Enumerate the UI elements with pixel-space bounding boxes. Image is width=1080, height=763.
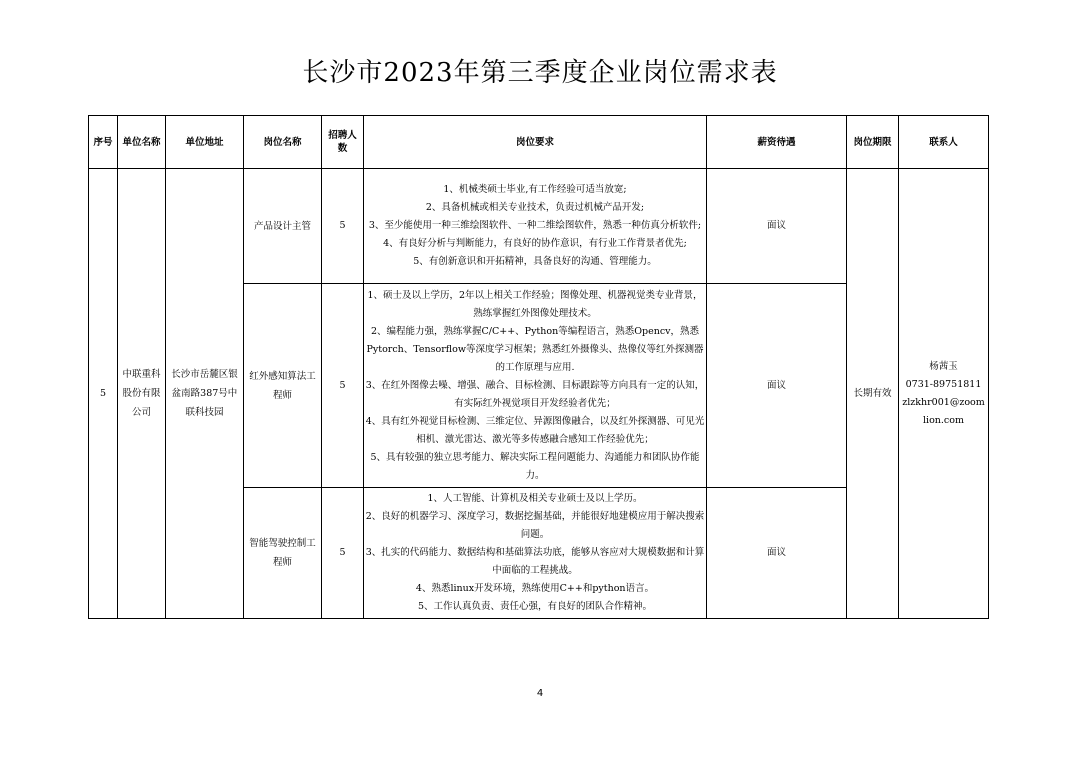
header-row [89, 116, 989, 169]
job-position [244, 169, 322, 284]
header-unit-name [118, 116, 166, 169]
requirement-line: 2、具备机械或相关专业技术，负责过机械产品开发; [425, 202, 645, 213]
job-position-text: 产品设计主管 [253, 220, 311, 232]
job-position [244, 488, 322, 619]
requirement-line: 2、编程能力强，熟练掌握C/C++、Python等编程语言，熟悉Opencv，熟悉Pytorch、Tensorflow等深度学习框架；熟悉红外摄像头、热像仪等红外探测器的工作原理与应用. [366, 325, 704, 373]
page-title: 长沙市2023年第三季度企业岗位需求表 [302, 58, 778, 88]
job-requirements [364, 284, 707, 488]
contact-name: 杨茜玉 [929, 360, 958, 372]
requirement-line: 4、具有红外视觉目标检测、三维定位、异源图像融合，以及红外探测器、可见光相机、激光雷达、激光等多传感融合感知工作经验优先； [365, 415, 705, 445]
job-requirements [364, 488, 707, 619]
page-number: 4 [536, 688, 544, 699]
header-requirements: 岗位要求 [364, 116, 707, 169]
requirement-line: 5、具有较强的独立思考能力、解决实际工程问题能力、沟通能力和团队协作能力。 [370, 451, 700, 481]
job-headcount: 5 [322, 284, 364, 488]
requirement-line: 1、硕士及以上学历，2年以上相关工作经验；图像处理、机器视觉类专业背景，熟练掌握红外图像处理技术。 [367, 289, 703, 319]
job-position-text: 红外感知算法工程师 [249, 370, 316, 401]
table-row [89, 169, 989, 284]
header-headcount [322, 116, 364, 169]
header-seq: 序号 [89, 116, 118, 169]
job-headcount: 5 [322, 488, 364, 619]
requirement-line: 3、在红外图像去噪、增强、融合、目标检测、目标跟踪等方向具有一定的认知，有实际红外视觉项目开发经验者优先； [365, 379, 705, 409]
header-salary: 薪资待遇 [707, 116, 847, 169]
contact-phone: 0731-89751811 [905, 378, 982, 390]
header-unit-address: 单位地址 [166, 116, 244, 169]
requirement-line: 2、良好的机器学习、深度学习，数据挖掘基础，并能很好地建模应用于解决搜索问题。 [365, 511, 705, 540]
company-name-text: 中联重科股份有限公司 [122, 369, 161, 418]
requirement-line: 5、工作认真负责、责任心强，有良好的团队合作精神。 [417, 601, 653, 612]
company-term: 长期有效 [847, 169, 899, 619]
requirement-line: 1、机械类硕士毕业,有工作经验可适当放宽; [443, 184, 627, 195]
job-table [88, 115, 989, 619]
company-contact [899, 169, 989, 619]
header-term: 岗位期限 [847, 116, 899, 169]
job-requirements [364, 169, 707, 284]
job-position [244, 284, 322, 488]
job-salary: 面议 [707, 169, 847, 284]
contact-email: zlzkhr001@zoomlion.com [902, 396, 985, 426]
requirement-line: 1、人工智能、计算机及相关专业硕士及以上学历。 [427, 493, 643, 504]
header-headcount-text: 招聘人数 [328, 130, 357, 154]
requirement-line: 5、有创新意识和开拓精神，具备良好的沟通、管理能力。 [413, 256, 657, 267]
header-contact: 联系人 [899, 116, 989, 169]
company-address [166, 169, 244, 619]
job-headcount: 5 [322, 169, 364, 284]
header-unit-name-text: 单位名称 [122, 136, 161, 148]
requirement-line: 3、至少能使用一种三维绘图软件、一种二维绘图软件，熟悉一种仿真分析软件; [368, 220, 702, 231]
requirement-line: 4、熟悉linux开发环境，熟练使用C++和python语言。 [415, 583, 655, 594]
company-address-text: 长沙市岳麓区银盆南路387号中联科技园 [171, 369, 238, 418]
company-name [118, 169, 166, 619]
job-position-text: 智能驾驶控制工程师 [249, 538, 316, 568]
company-seq: 5 [89, 169, 118, 619]
job-salary: 面议 [707, 488, 847, 619]
header-position: 岗位名称 [244, 116, 322, 169]
job-salary: 面议 [707, 284, 847, 488]
requirement-line: 4、有良好分析与判断能力，有良好的协作意识，有行业工作背景者优先; [383, 238, 687, 249]
requirement-line: 3、扎实的代码能力、数据结构和基础算法功底，能够从容应对大规模数据和计算中面临的工程挑战。 [365, 547, 705, 576]
